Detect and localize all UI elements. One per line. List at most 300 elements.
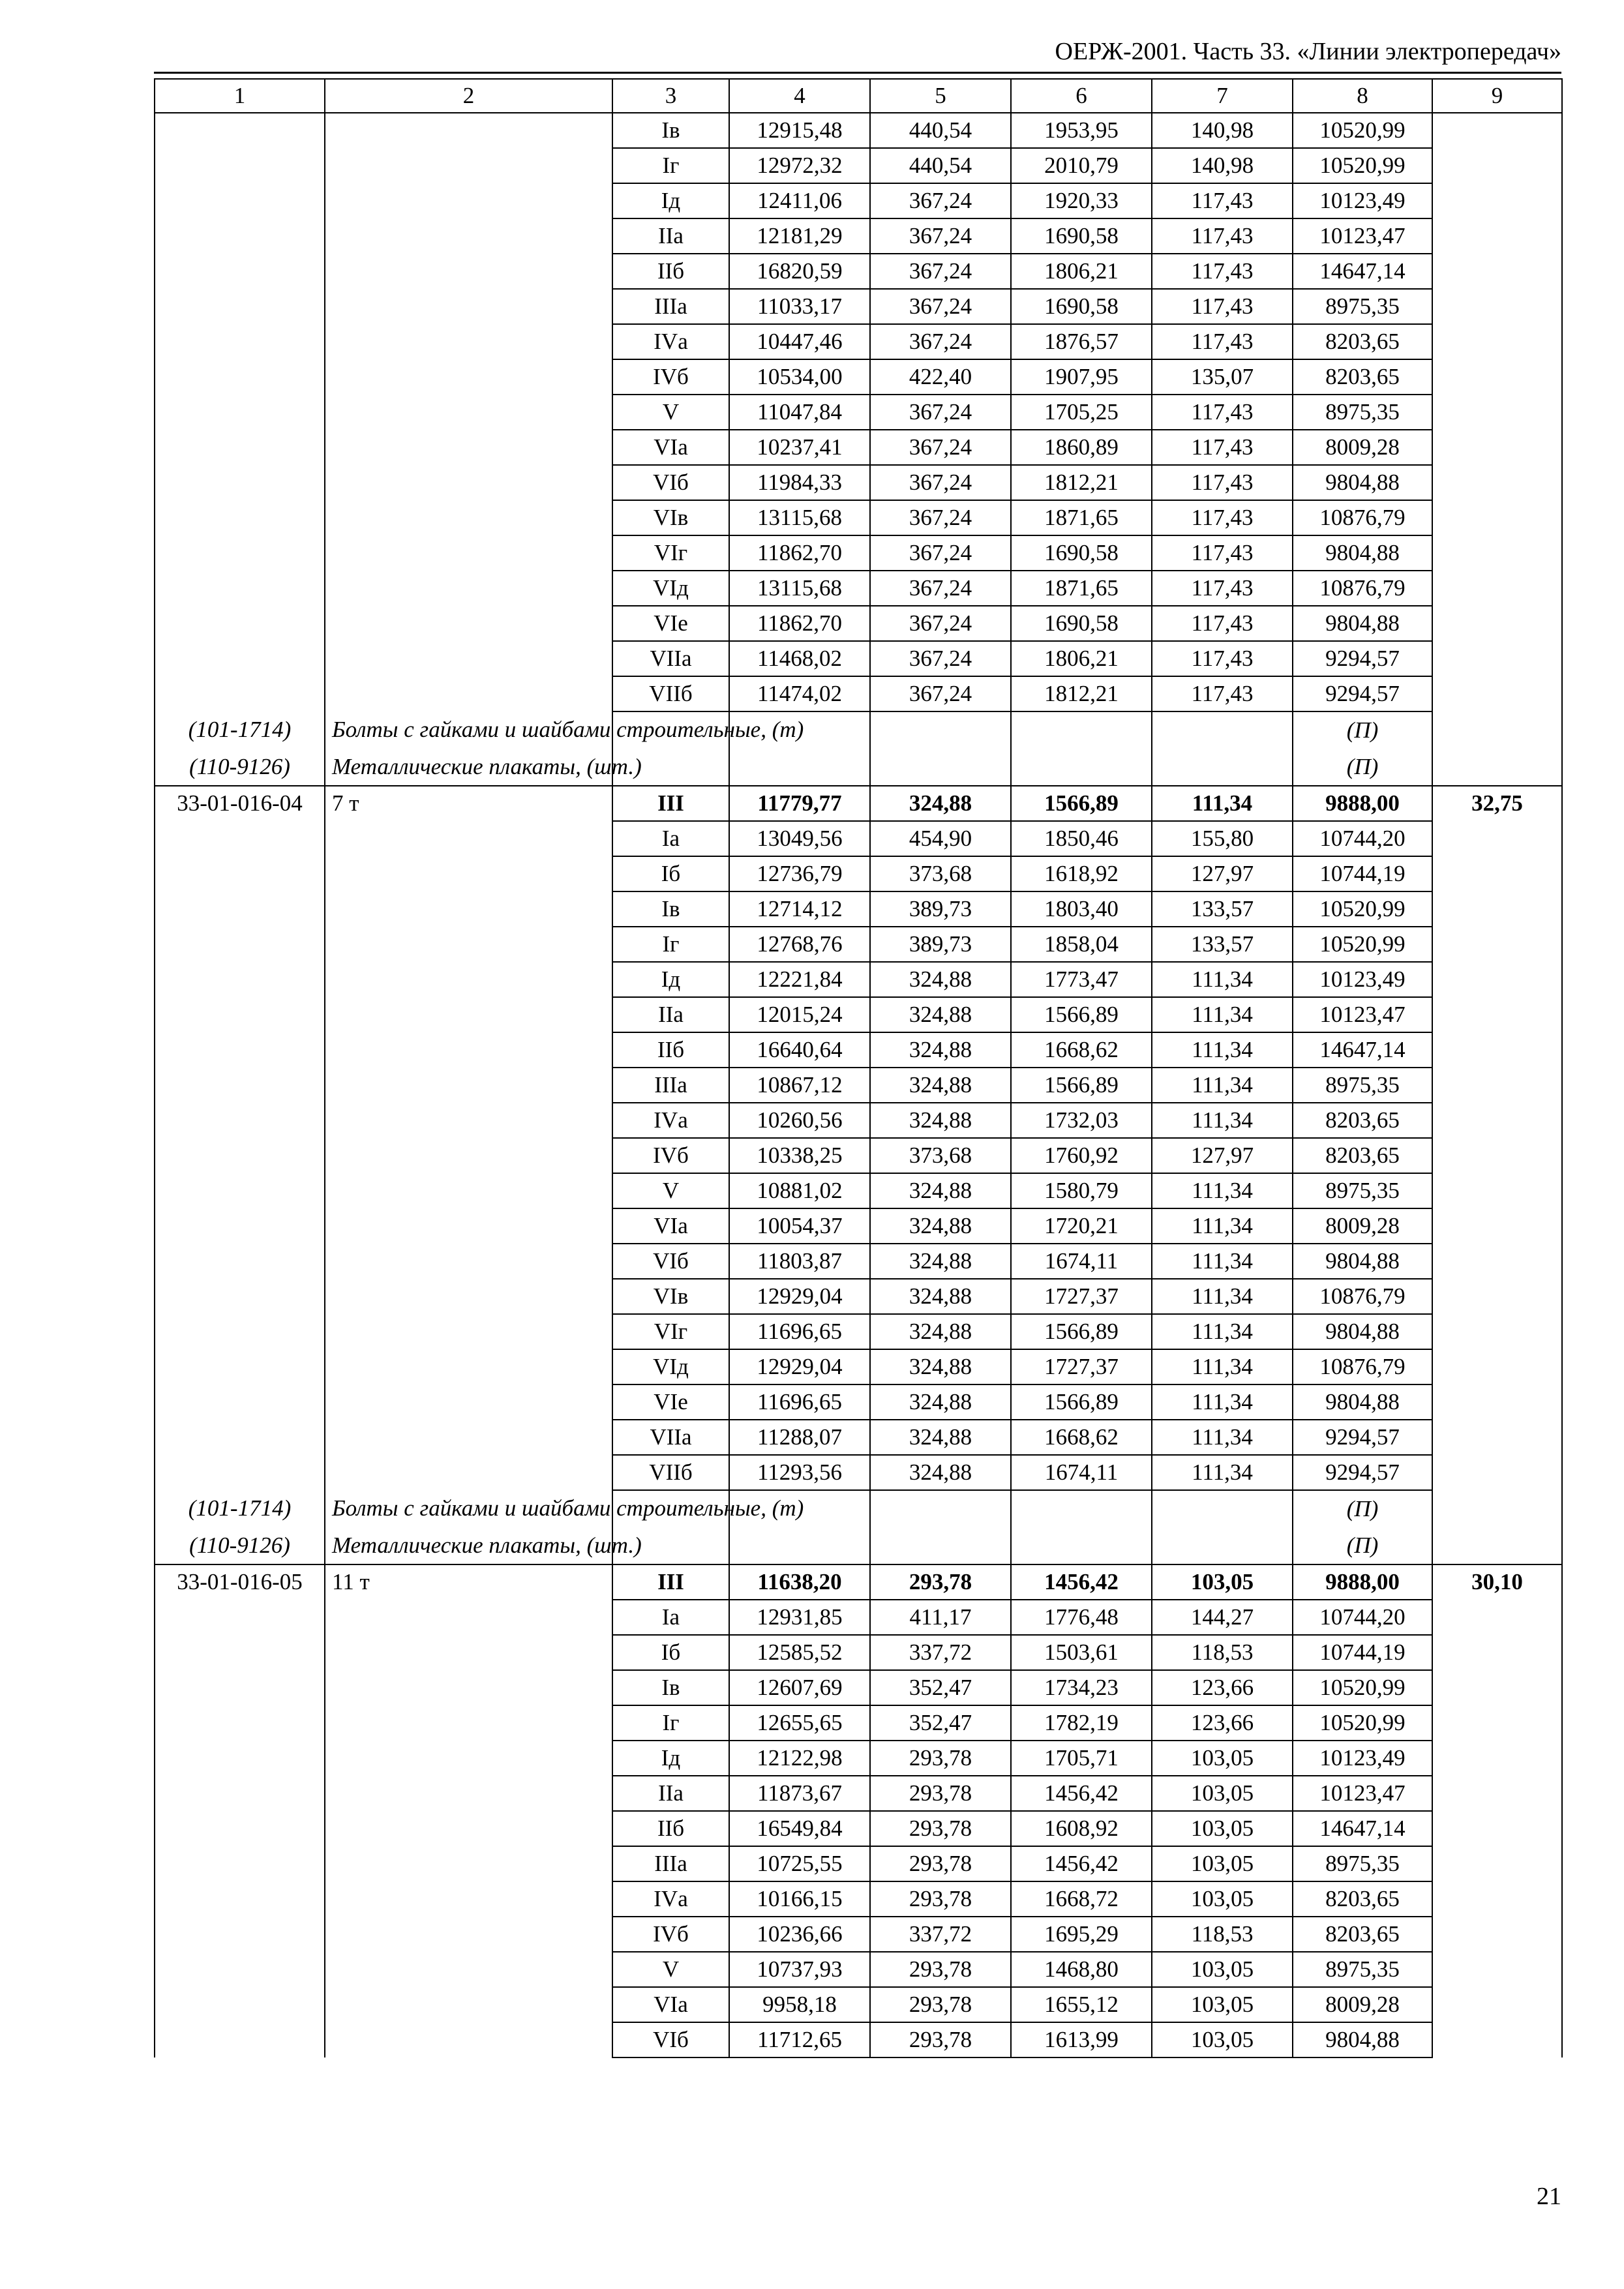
value-col-7: 111,34 bbox=[1152, 786, 1293, 821]
value-col-8: 8203,65 bbox=[1293, 1881, 1432, 1917]
region-code: IVа bbox=[612, 1881, 729, 1917]
resource-code: (110-9126) bbox=[155, 1527, 325, 1564]
value-col-6: 1705,25 bbox=[1011, 395, 1152, 430]
value-col-6: 1690,58 bbox=[1011, 606, 1152, 641]
value-col-6: 1456,42 bbox=[1011, 1564, 1152, 1600]
region-code: IIIа bbox=[612, 1846, 729, 1881]
value-col-6: 1668,62 bbox=[1011, 1032, 1152, 1068]
value-col-5: 324,88 bbox=[870, 997, 1011, 1032]
value-col-7: 117,43 bbox=[1152, 218, 1293, 254]
value-col-7: 117,43 bbox=[1152, 641, 1293, 676]
value-col-8: 8203,65 bbox=[1293, 1917, 1432, 1952]
empty-cell bbox=[870, 749, 1011, 786]
resource-code: (110-9126) bbox=[155, 749, 325, 786]
region-code: IIб bbox=[612, 1811, 729, 1846]
region-code: VIе bbox=[612, 1384, 729, 1420]
value-col-7: 111,34 bbox=[1152, 1349, 1293, 1384]
value-col-8: 9294,57 bbox=[1293, 641, 1432, 676]
region-code: IIа bbox=[612, 1776, 729, 1811]
value-col-7: 144,27 bbox=[1152, 1600, 1293, 1635]
rates-table bbox=[154, 78, 1563, 2058]
value-col-5: 367,24 bbox=[870, 465, 1011, 500]
resource-row bbox=[155, 1527, 1562, 1564]
region-code: Iг bbox=[612, 1705, 729, 1741]
region-code: Iв bbox=[612, 113, 729, 148]
value-col-4: 11638,20 bbox=[729, 1564, 870, 1600]
value-col-4: 12714,12 bbox=[729, 891, 870, 927]
value-col-7: 111,34 bbox=[1152, 1103, 1293, 1138]
value-col-8: 9888,00 bbox=[1293, 786, 1432, 821]
value-col-4: 11696,65 bbox=[729, 1384, 870, 1420]
value-col-7: 111,34 bbox=[1152, 1279, 1293, 1314]
value-col-7: 117,43 bbox=[1152, 676, 1293, 711]
column-number: 9 bbox=[1432, 79, 1562, 113]
value-col-4: 12929,04 bbox=[729, 1279, 870, 1314]
value-col-6: 1871,65 bbox=[1011, 500, 1152, 535]
region-code: Iд bbox=[612, 962, 729, 997]
value-col-8: 9804,88 bbox=[1293, 465, 1432, 500]
region-code: IIIа bbox=[612, 1068, 729, 1103]
region-code: Iа bbox=[612, 821, 729, 856]
value-col-7: 123,66 bbox=[1152, 1670, 1293, 1705]
value-col-6: 1668,62 bbox=[1011, 1420, 1152, 1455]
region-code: Iд bbox=[612, 183, 729, 218]
value-col-7: 135,07 bbox=[1152, 359, 1293, 395]
value-col-6: 1695,29 bbox=[1011, 1917, 1152, 1952]
value-col-4: 12972,32 bbox=[729, 148, 870, 183]
region-code: Iд bbox=[612, 1741, 729, 1776]
resource-unit: (П) bbox=[1293, 1490, 1432, 1527]
region-code: Iв bbox=[612, 891, 729, 927]
value-col-6: 2010,79 bbox=[1011, 148, 1152, 183]
value-col-7: 117,43 bbox=[1152, 500, 1293, 535]
value-col-4: 11696,65 bbox=[729, 1314, 870, 1349]
value-col-4: 10054,37 bbox=[729, 1208, 870, 1244]
value-col-8: 10123,49 bbox=[1293, 1741, 1432, 1776]
value-col-6: 1608,92 bbox=[1011, 1811, 1152, 1846]
value-col-7: 111,34 bbox=[1152, 1420, 1293, 1455]
value-col-5: 367,24 bbox=[870, 324, 1011, 359]
empty-cell bbox=[1011, 1527, 1152, 1564]
resource-code: (101-1714) bbox=[155, 1490, 325, 1527]
value-col-8: 10744,20 bbox=[1293, 821, 1432, 856]
value-col-6: 1907,95 bbox=[1011, 359, 1152, 395]
value-col-4: 12931,85 bbox=[729, 1600, 870, 1635]
value-col-8: 8975,35 bbox=[1293, 395, 1432, 430]
value-col-8: 10744,20 bbox=[1293, 1600, 1432, 1635]
region-code: Iа bbox=[612, 1600, 729, 1635]
region-code: III bbox=[612, 786, 729, 821]
region-code: Iг bbox=[612, 148, 729, 183]
region-code: IIа bbox=[612, 997, 729, 1032]
value-col-6: 1456,42 bbox=[1011, 1846, 1152, 1881]
value-col-4: 10737,93 bbox=[729, 1952, 870, 1987]
value-col-8: 10744,19 bbox=[1293, 1635, 1432, 1670]
value-col-6: 1618,92 bbox=[1011, 856, 1152, 891]
value-col-4: 13115,68 bbox=[729, 571, 870, 606]
region-code: VIб bbox=[612, 1244, 729, 1279]
value-col-6: 1871,65 bbox=[1011, 571, 1152, 606]
value-col-6: 1655,12 bbox=[1011, 1987, 1152, 2022]
value-col-5: 293,78 bbox=[870, 1741, 1011, 1776]
value-col-4: 11984,33 bbox=[729, 465, 870, 500]
value-col-4: 11474,02 bbox=[729, 676, 870, 711]
value-col-6: 1812,21 bbox=[1011, 465, 1152, 500]
value-col-6: 1566,89 bbox=[1011, 997, 1152, 1032]
value-col-5: 324,88 bbox=[870, 1208, 1011, 1244]
empty-cell bbox=[870, 1490, 1011, 1527]
column-number: 7 bbox=[1152, 79, 1293, 113]
value-col-7: 111,34 bbox=[1152, 1208, 1293, 1244]
region-code: Iг bbox=[612, 927, 729, 962]
value-col-7: 103,05 bbox=[1152, 1952, 1293, 1987]
value-col-4: 11033,17 bbox=[729, 289, 870, 324]
value-col-6: 1566,89 bbox=[1011, 786, 1152, 821]
value-col-4: 12655,65 bbox=[729, 1705, 870, 1741]
value-col-8: 8203,65 bbox=[1293, 1138, 1432, 1173]
value-col-4: 16549,84 bbox=[729, 1811, 870, 1846]
value-col-8: 9804,88 bbox=[1293, 1384, 1432, 1420]
value-col-5: 293,78 bbox=[870, 1811, 1011, 1846]
region-code: IVб bbox=[612, 359, 729, 395]
value-col-8: 10520,99 bbox=[1293, 1705, 1432, 1741]
value-col-5: 324,88 bbox=[870, 962, 1011, 997]
value-col-8: 10876,79 bbox=[1293, 571, 1432, 606]
value-col-5: 324,88 bbox=[870, 1420, 1011, 1455]
resource-name: Металлические плакаты, (шт.) bbox=[325, 1527, 612, 1564]
column-number: 6 bbox=[1011, 79, 1152, 113]
value-col-8: 9888,00 bbox=[1293, 1564, 1432, 1600]
page-number: 21 bbox=[1537, 2183, 1561, 2210]
region-code: V bbox=[612, 395, 729, 430]
value-col-7: 103,05 bbox=[1152, 1987, 1293, 2022]
value-col-5: 454,90 bbox=[870, 821, 1011, 856]
value-col-8: 9804,88 bbox=[1293, 1314, 1432, 1349]
value-col-4: 16640,64 bbox=[729, 1032, 870, 1068]
value-col-8: 10123,49 bbox=[1293, 962, 1432, 997]
value-col-8: 10123,47 bbox=[1293, 1776, 1432, 1811]
value-col-4: 11288,07 bbox=[729, 1420, 870, 1455]
region-code: VIв bbox=[612, 500, 729, 535]
column-number: 1 bbox=[155, 79, 325, 113]
value-col-5: 293,78 bbox=[870, 1846, 1011, 1881]
value-col-5: 367,24 bbox=[870, 395, 1011, 430]
value-col-6: 1690,58 bbox=[1011, 535, 1152, 571]
value-col-7: 140,98 bbox=[1152, 113, 1293, 148]
value-col-8: 9294,57 bbox=[1293, 1420, 1432, 1455]
region-code: Iв bbox=[612, 1670, 729, 1705]
region-code: IVа bbox=[612, 1103, 729, 1138]
value-col-8: 8975,35 bbox=[1293, 1846, 1432, 1881]
value-col-6: 1776,48 bbox=[1011, 1600, 1152, 1635]
value-col-7: 111,34 bbox=[1152, 1244, 1293, 1279]
value-col-7: 118,53 bbox=[1152, 1635, 1293, 1670]
resource-unit: (П) bbox=[1293, 749, 1432, 786]
value-col-6: 1850,46 bbox=[1011, 821, 1152, 856]
value-col-6: 1806,21 bbox=[1011, 641, 1152, 676]
resource-unit: (П) bbox=[1293, 711, 1432, 749]
value-col-4: 12181,29 bbox=[729, 218, 870, 254]
value-col-6: 1613,99 bbox=[1011, 2022, 1152, 2057]
value-col-8: 9294,57 bbox=[1293, 676, 1432, 711]
value-col-4: 10237,41 bbox=[729, 430, 870, 465]
region-code: VIIа bbox=[612, 1420, 729, 1455]
value-col-4: 11803,87 bbox=[729, 1244, 870, 1279]
value-col-4: 10725,55 bbox=[729, 1846, 870, 1881]
value-col-7: 117,43 bbox=[1152, 324, 1293, 359]
value-col-7: 140,98 bbox=[1152, 148, 1293, 183]
value-col-5: 293,78 bbox=[870, 1987, 1011, 2022]
value-col-8: 9804,88 bbox=[1293, 2022, 1432, 2057]
value-col-7: 103,05 bbox=[1152, 2022, 1293, 2057]
resource-unit: (П) bbox=[1293, 1527, 1432, 1564]
value-col-7: 103,05 bbox=[1152, 1741, 1293, 1776]
region-code: V bbox=[612, 1952, 729, 1987]
value-col-4: 12411,06 bbox=[729, 183, 870, 218]
value-col-9: 30,10 bbox=[1432, 1564, 1562, 2057]
region-code: VIг bbox=[612, 535, 729, 571]
resource-code: (101-1714) bbox=[155, 711, 325, 749]
value-col-8: 8009,28 bbox=[1293, 1208, 1432, 1244]
rate-name bbox=[325, 113, 612, 711]
value-col-7: 127,97 bbox=[1152, 856, 1293, 891]
table-body bbox=[155, 79, 1562, 2057]
value-col-4: 12915,48 bbox=[729, 113, 870, 148]
value-col-5: 411,17 bbox=[870, 1600, 1011, 1635]
value-col-4: 12929,04 bbox=[729, 1349, 870, 1384]
region-code: IVа bbox=[612, 324, 729, 359]
empty-cell bbox=[870, 1527, 1011, 1564]
empty-cell bbox=[1152, 1527, 1293, 1564]
value-col-6: 1732,03 bbox=[1011, 1103, 1152, 1138]
value-col-8: 8203,65 bbox=[1293, 1103, 1432, 1138]
region-code: IIб bbox=[612, 1032, 729, 1068]
value-col-8: 9804,88 bbox=[1293, 606, 1432, 641]
resource-row bbox=[155, 749, 1562, 786]
column-number: 4 bbox=[729, 79, 870, 113]
value-col-8: 10520,99 bbox=[1293, 891, 1432, 927]
value-col-4: 12221,84 bbox=[729, 962, 870, 997]
value-col-6: 1806,21 bbox=[1011, 254, 1152, 289]
region-code: IIIа bbox=[612, 289, 729, 324]
value-col-4: 9958,18 bbox=[729, 1987, 870, 2022]
value-col-5: 324,88 bbox=[870, 1314, 1011, 1349]
value-col-5: 440,54 bbox=[870, 148, 1011, 183]
region-code: IIа bbox=[612, 218, 729, 254]
value-col-7: 103,05 bbox=[1152, 1881, 1293, 1917]
value-col-8: 8975,35 bbox=[1293, 1952, 1432, 1987]
value-col-5: 324,88 bbox=[870, 1103, 1011, 1138]
column-number-row bbox=[155, 79, 1562, 113]
value-col-4: 12768,76 bbox=[729, 927, 870, 962]
value-col-8: 14647,14 bbox=[1293, 1032, 1432, 1068]
region-code: VIв bbox=[612, 1279, 729, 1314]
header-rule bbox=[154, 72, 1561, 74]
value-col-6: 1456,42 bbox=[1011, 1776, 1152, 1811]
column-number: 3 bbox=[612, 79, 729, 113]
value-col-8: 8975,35 bbox=[1293, 1173, 1432, 1208]
value-col-4: 10447,46 bbox=[729, 324, 870, 359]
value-col-7: 117,43 bbox=[1152, 465, 1293, 500]
region-code: VIд bbox=[612, 571, 729, 606]
value-col-8: 10876,79 bbox=[1293, 1349, 1432, 1384]
value-col-7: 103,05 bbox=[1152, 1564, 1293, 1600]
value-col-5: 373,68 bbox=[870, 1138, 1011, 1173]
value-col-4: 10534,00 bbox=[729, 359, 870, 395]
value-col-4: 11862,70 bbox=[729, 606, 870, 641]
region-code: VIIа bbox=[612, 641, 729, 676]
column-number: 8 bbox=[1293, 79, 1432, 113]
value-col-5: 324,88 bbox=[870, 1068, 1011, 1103]
empty-cell bbox=[870, 711, 1011, 749]
value-col-6: 1760,92 bbox=[1011, 1138, 1152, 1173]
region-code: Iб bbox=[612, 856, 729, 891]
value-col-4: 13049,56 bbox=[729, 821, 870, 856]
value-col-4: 12607,69 bbox=[729, 1670, 870, 1705]
value-col-8: 10123,47 bbox=[1293, 997, 1432, 1032]
region-code: VIд bbox=[612, 1349, 729, 1384]
value-col-5: 324,88 bbox=[870, 1244, 1011, 1279]
value-col-8: 14647,14 bbox=[1293, 1811, 1432, 1846]
value-col-5: 337,72 bbox=[870, 1917, 1011, 1952]
value-col-5: 367,24 bbox=[870, 218, 1011, 254]
table-row bbox=[155, 786, 1562, 821]
value-col-5: 293,78 bbox=[870, 1881, 1011, 1917]
value-col-4: 11862,70 bbox=[729, 535, 870, 571]
value-col-8: 10123,47 bbox=[1293, 218, 1432, 254]
value-col-5: 293,78 bbox=[870, 2022, 1011, 2057]
value-col-5: 324,88 bbox=[870, 1279, 1011, 1314]
value-col-4: 10236,66 bbox=[729, 1917, 870, 1952]
value-col-8: 8203,65 bbox=[1293, 324, 1432, 359]
page-header: ОЕРЖ-2001. Часть 33. «Линии электропередач» bbox=[1055, 38, 1561, 65]
empty-cell bbox=[1152, 711, 1293, 749]
value-col-8: 9804,88 bbox=[1293, 1244, 1432, 1279]
value-col-5: 367,24 bbox=[870, 183, 1011, 218]
value-col-6: 1720,21 bbox=[1011, 1208, 1152, 1244]
rate-code: 33-01-016-04 bbox=[155, 786, 325, 1490]
region-code: VIа bbox=[612, 430, 729, 465]
value-col-7: 155,80 bbox=[1152, 821, 1293, 856]
resource-name: Болты с гайками и шайбами строительные, (т) bbox=[325, 1490, 612, 1527]
resource-row bbox=[155, 1490, 1562, 1527]
value-col-7: 117,43 bbox=[1152, 606, 1293, 641]
value-col-7: 111,34 bbox=[1152, 1455, 1293, 1490]
value-col-5: 367,24 bbox=[870, 289, 1011, 324]
value-col-6: 1953,95 bbox=[1011, 113, 1152, 148]
value-col-7: 111,34 bbox=[1152, 1068, 1293, 1103]
value-col-6: 1503,61 bbox=[1011, 1635, 1152, 1670]
value-col-5: 422,40 bbox=[870, 359, 1011, 395]
value-col-7: 127,97 bbox=[1152, 1138, 1293, 1173]
value-col-7: 117,43 bbox=[1152, 430, 1293, 465]
value-col-6: 1705,71 bbox=[1011, 1741, 1152, 1776]
value-col-6: 1566,89 bbox=[1011, 1068, 1152, 1103]
value-col-7: 103,05 bbox=[1152, 1776, 1293, 1811]
value-col-5: 293,78 bbox=[870, 1776, 1011, 1811]
value-col-4: 10166,15 bbox=[729, 1881, 870, 1917]
value-col-6: 1773,47 bbox=[1011, 962, 1152, 997]
value-col-5: 324,88 bbox=[870, 1032, 1011, 1068]
value-col-7: 111,34 bbox=[1152, 1384, 1293, 1420]
rate-code: 33-01-016-05 bbox=[155, 1564, 325, 2057]
value-col-6: 1566,89 bbox=[1011, 1384, 1152, 1420]
value-col-6: 1580,79 bbox=[1011, 1173, 1152, 1208]
region-code: IVб bbox=[612, 1138, 729, 1173]
value-col-7: 103,05 bbox=[1152, 1811, 1293, 1846]
value-col-5: 324,88 bbox=[870, 1349, 1011, 1384]
value-col-5: 324,88 bbox=[870, 1173, 1011, 1208]
value-col-9: 32,75 bbox=[1432, 786, 1562, 1564]
value-col-5: 367,24 bbox=[870, 571, 1011, 606]
region-code: VIIб bbox=[612, 676, 729, 711]
value-col-5: 367,24 bbox=[870, 500, 1011, 535]
value-col-7: 111,34 bbox=[1152, 1173, 1293, 1208]
value-col-4: 13115,68 bbox=[729, 500, 870, 535]
value-col-6: 1566,89 bbox=[1011, 1314, 1152, 1349]
value-col-4: 11712,65 bbox=[729, 2022, 870, 2057]
value-col-4: 11468,02 bbox=[729, 641, 870, 676]
value-col-6: 1860,89 bbox=[1011, 430, 1152, 465]
region-code: V bbox=[612, 1173, 729, 1208]
region-code: IIб bbox=[612, 254, 729, 289]
empty-cell bbox=[729, 749, 870, 786]
value-col-6: 1812,21 bbox=[1011, 676, 1152, 711]
value-col-4: 11047,84 bbox=[729, 395, 870, 430]
value-col-6: 1674,11 bbox=[1011, 1244, 1152, 1279]
value-col-6: 1674,11 bbox=[1011, 1455, 1152, 1490]
resource-name: Металлические плакаты, (шт.) bbox=[325, 749, 612, 786]
region-code: VIб bbox=[612, 465, 729, 500]
value-col-8: 10520,99 bbox=[1293, 1670, 1432, 1705]
value-col-5: 367,24 bbox=[870, 535, 1011, 571]
value-col-5: 367,24 bbox=[870, 254, 1011, 289]
table-row bbox=[155, 113, 1562, 148]
value-col-6: 1734,23 bbox=[1011, 1670, 1152, 1705]
empty-cell bbox=[1152, 749, 1293, 786]
value-col-7: 117,43 bbox=[1152, 395, 1293, 430]
empty-cell bbox=[1152, 1490, 1293, 1527]
value-col-8: 10520,99 bbox=[1293, 927, 1432, 962]
value-col-5: 367,24 bbox=[870, 641, 1011, 676]
value-col-8: 8975,35 bbox=[1293, 1068, 1432, 1103]
value-col-7: 133,57 bbox=[1152, 927, 1293, 962]
rate-code bbox=[155, 113, 325, 711]
region-code: VIа bbox=[612, 1987, 729, 2022]
value-col-7: 118,53 bbox=[1152, 1917, 1293, 1952]
value-col-5: 367,24 bbox=[870, 606, 1011, 641]
region-code: VIа bbox=[612, 1208, 729, 1244]
value-col-6: 1727,37 bbox=[1011, 1279, 1152, 1314]
value-col-5: 367,24 bbox=[870, 676, 1011, 711]
value-col-5: 324,88 bbox=[870, 1455, 1011, 1490]
value-col-8: 8009,28 bbox=[1293, 1987, 1432, 2022]
value-col-6: 1690,58 bbox=[1011, 289, 1152, 324]
value-col-6: 1668,72 bbox=[1011, 1881, 1152, 1917]
value-col-6: 1858,04 bbox=[1011, 927, 1152, 962]
value-col-5: 389,73 bbox=[870, 927, 1011, 962]
region-code: Iб bbox=[612, 1635, 729, 1670]
value-col-7: 133,57 bbox=[1152, 891, 1293, 927]
empty-cell bbox=[1011, 711, 1152, 749]
rate-name: 7 т bbox=[325, 786, 612, 1490]
empty-cell bbox=[729, 1527, 870, 1564]
value-col-5: 324,88 bbox=[870, 786, 1011, 821]
value-col-7: 111,34 bbox=[1152, 997, 1293, 1032]
value-col-4: 11873,67 bbox=[729, 1776, 870, 1811]
value-col-4: 12736,79 bbox=[729, 856, 870, 891]
table-row bbox=[155, 1564, 1562, 1600]
